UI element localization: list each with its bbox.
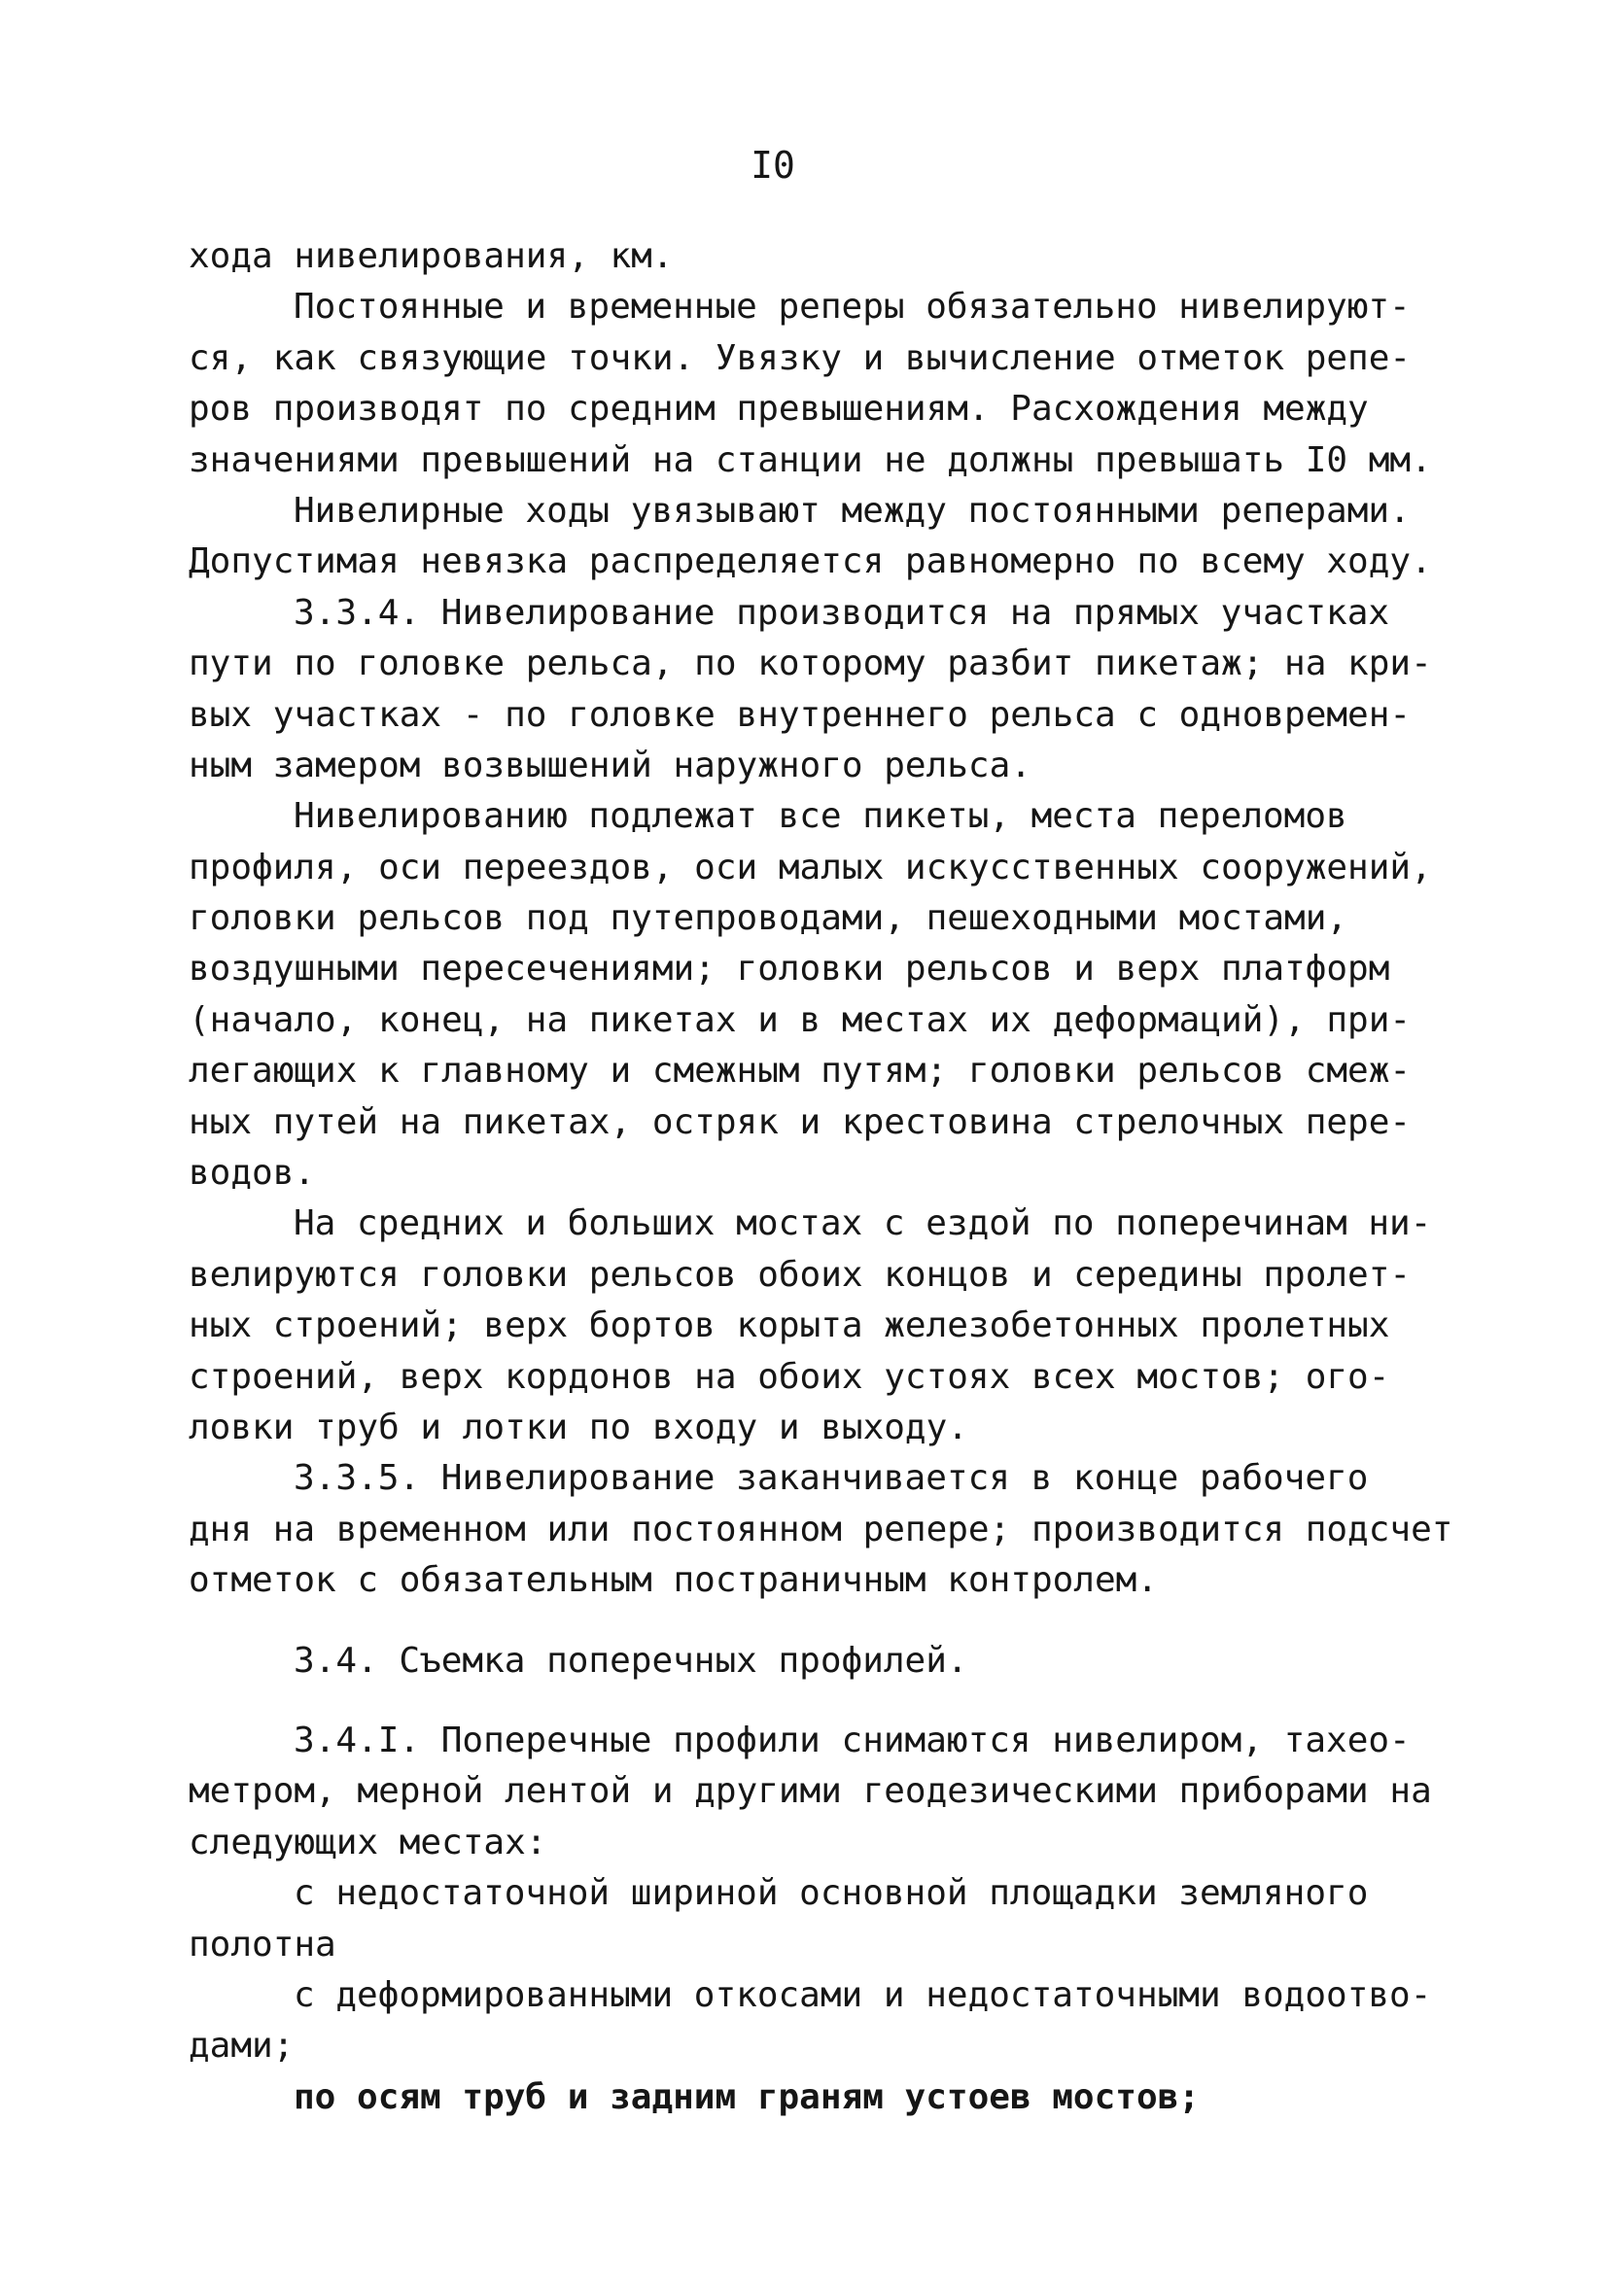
page-number: I0 [751, 144, 795, 187]
text-line: велируются головки рельсов обоих концов и середины пролет- [189, 1254, 1412, 1295]
text-line: ных строений; верх бортов корыта железобетонных пролетных [189, 1305, 1390, 1346]
body-text [189, 231, 1491, 2123]
paragraph-start-line: На средних и больших мостах с ездой по поперечинам ни- [294, 1203, 1432, 1244]
text-line: следующих местах: [189, 1822, 547, 1862]
section-3-3-5-line: 3.3.5. Нивелирование заканчивается в конце рабочего [294, 1458, 1369, 1499]
section-3-4-1-line: 3.4.I. Поперечные профили снимаются нивелиром, тахео- [294, 1720, 1411, 1760]
section-3-4-heading: 3.4. Съемка поперечных профилей. [294, 1640, 968, 1681]
text-line: легающих к главному и смежным путям; головки рельсов смеж- [189, 1051, 1412, 1092]
text-line: воздушными пересечениями; головки рельсов и верх платформ [189, 949, 1390, 990]
text-line: отметок с обязательным постраничным контролем. [189, 1560, 1158, 1601]
text-line: ров производят по средним превышениям. Расхождения между [189, 389, 1369, 430]
text-line: головки рельсов под путепроводами, пешеходными мостами, [189, 898, 1348, 939]
text-line: вых участках - по головке внутреннего рельса с одновремен- [189, 694, 1412, 735]
text-line: значениями превышений на станции не должны превышать I0 мм. [189, 439, 1432, 480]
text-line: строений, верх кордонов на обоих устоях всех мостов; ого- [189, 1356, 1390, 1397]
text-line: хода нивелирования, км. [189, 236, 674, 276]
text-line: ся, как связующие точки. Увязку и вычисление отметок репе- [189, 337, 1412, 378]
list-item-line: с деформированными откосами и недостаточными водоотво- [294, 1974, 1432, 2015]
paragraph-start-line: Постоянные и временные реперы обязательно нивелируют- [294, 287, 1411, 328]
section-spacer [189, 1607, 1491, 1636]
text-line: (начало, конец, на пикетах и в местах их деформаций), при- [189, 999, 1412, 1040]
list-item-line: с недостаточной шириной основной площадки земляного [294, 1873, 1369, 1914]
text-line: дня на временном или постоянном репере; производится подсчет [189, 1509, 1453, 1549]
text-line: водов. [189, 1153, 316, 1194]
section-3-3-4-line: 3.3.4. Нивелирование производится на прямых участках [294, 592, 1390, 633]
text-line: пути по головке рельса, по которому разбит пикетаж; на кри- [189, 644, 1432, 684]
paragraph-start-line: Нивелированию подлежат все пикеты, места переломов [294, 796, 1347, 837]
text-line: дами; [189, 2026, 295, 2067]
text-line: метром, мерной лентой и другими геодезическими приборами на [189, 1771, 1432, 1812]
text-line: Допустимая невязка распределяется равномерно по всему ходу. [189, 541, 1432, 582]
section-spacer [189, 1687, 1491, 1716]
text-line: профиля, оси переездов, оси малых искусственных сооружений, [189, 847, 1432, 887]
paragraph-start-line: Нивелирные ходы увязывают между постоянными реперами. [294, 490, 1411, 531]
text-line: ных путей на пикетах, остряк и крестовина стрелочных пере- [189, 1101, 1412, 1142]
text-line: полотна [189, 1924, 336, 1965]
list-item-line: по осям труб и задним граням устоев мостов; [294, 2076, 1200, 2117]
text-line: ловки труб и лотки по входу и выходу. [189, 1407, 968, 1447]
text-line: ным замером возвышений наружного рельса. [189, 745, 1031, 785]
